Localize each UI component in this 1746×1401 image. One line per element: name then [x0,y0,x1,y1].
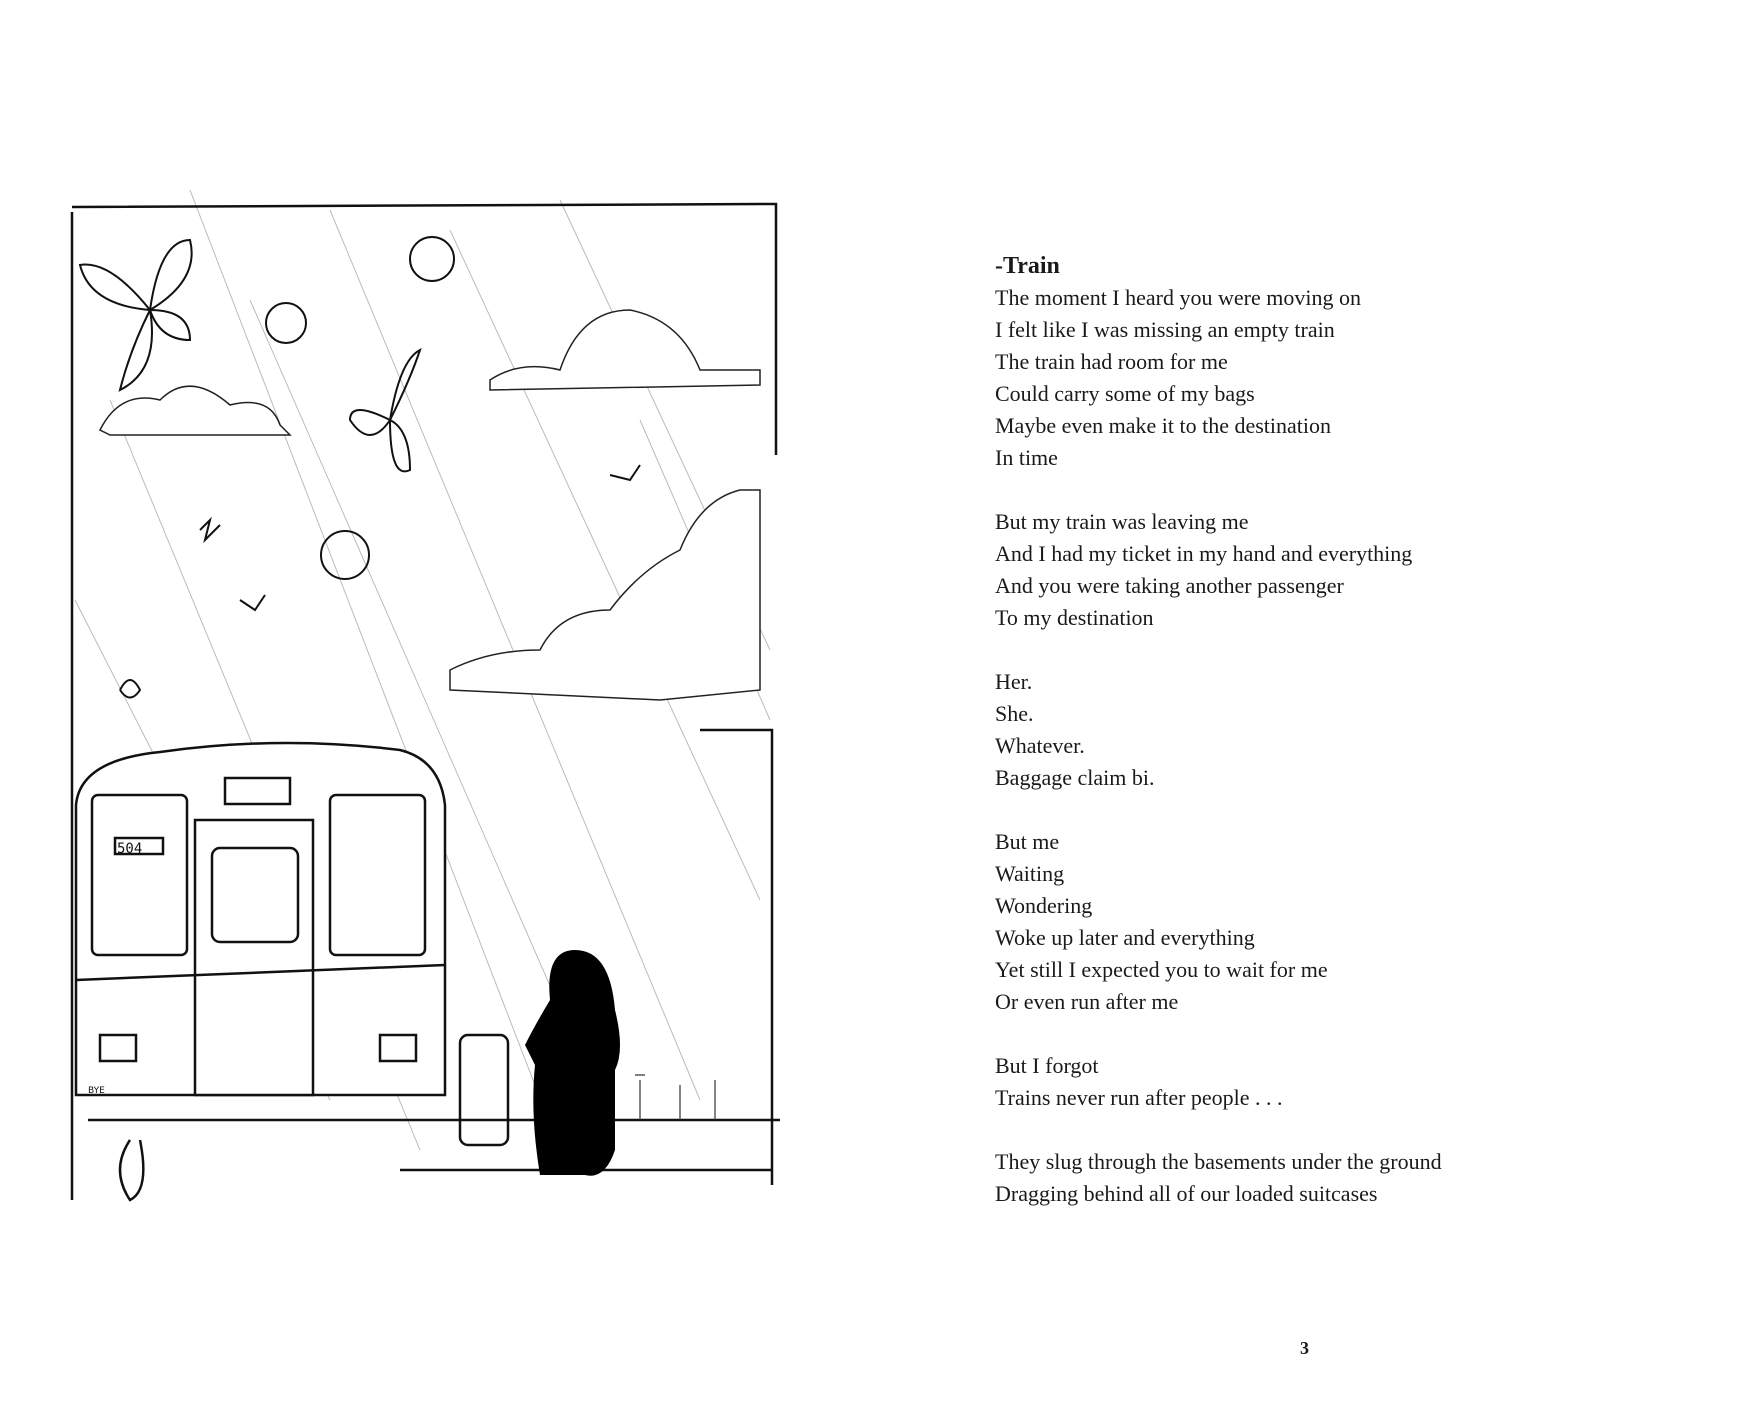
artist-signature: BYE [88,1086,105,1096]
poem-line: The moment I heard you were moving on [995,285,1361,310]
poem-line: To my destination [995,605,1154,630]
poem-line: But I forgot [995,1053,1099,1078]
train [76,743,780,1200]
poem-line: And I had my ticket in my hand and everything [995,541,1413,566]
woman-silhouette [525,950,620,1176]
poem-line: Baggage claim bi. [995,765,1155,790]
poem [995,250,1645,1242]
poem-line: The train had room for me [995,349,1228,374]
poem-line: Her. [995,669,1033,694]
poem-line: Trains never run after people . . . [995,1085,1283,1110]
stanza-5 [995,1050,1645,1114]
train-number: 504 [117,841,143,857]
poem-title: -Train [995,253,1060,279]
poem-line: Waiting [995,861,1065,886]
poem-line: But me [995,829,1060,854]
poem-line: Yet still I expected you to wait for me [995,957,1328,982]
poem-line: Dragging behind all of our loaded suitcases [995,1181,1378,1206]
stanza-3 [995,666,1645,794]
poem-line: Woke up later and everything [995,925,1255,950]
stanza-4 [995,826,1645,1018]
train-illustration [0,0,870,1396]
poem-line: Or even run after me [995,989,1179,1014]
illustration-svg [0,0,870,1396]
poem-line: They slug through the basements under the ground [995,1149,1442,1174]
poem-line: Maybe even make it to the destination [995,413,1332,438]
stanza-2 [995,506,1645,634]
poem-line: And you were taking another passenger [995,573,1344,598]
stanza-6 [995,1146,1645,1210]
poem-line: Whatever. [995,733,1085,758]
poem-line: Wondering [995,893,1093,918]
stanza-1 [995,282,1645,474]
poem-line: Could carry some of my bags [995,381,1255,406]
poem-line: She. [995,701,1034,726]
poem-line: In time [995,445,1058,470]
poem-line: But my train was leaving me [995,509,1249,534]
poem-line: I felt like I was missing an empty train [995,317,1335,342]
page-number: 3 [1300,1338,1309,1358]
